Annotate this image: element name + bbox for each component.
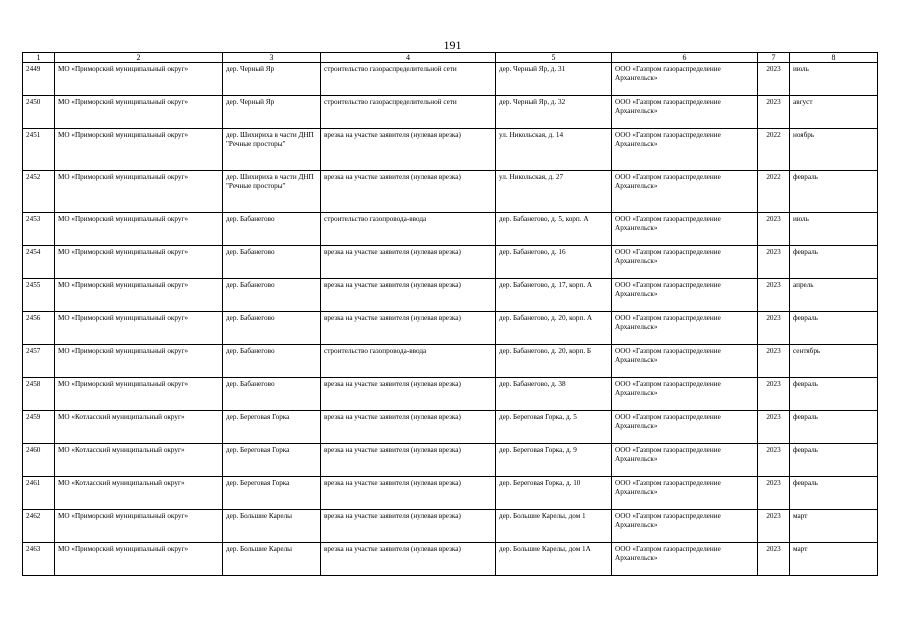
address-cell: дер. Бабанегово, д. 5, корп. А <box>496 213 612 246</box>
year-cell: 2023 <box>758 279 790 312</box>
row-number-cell: 2454 <box>23 246 55 279</box>
work-type-cell: врезка на участке заявителя (нулевая врезка) <box>321 543 496 576</box>
district-cell: МО «Приморский муниципальный округ» <box>55 96 223 129</box>
work-type-cell: врезка на участке заявителя (нулевая врезка) <box>321 411 496 444</box>
district-cell: МО «Приморский муниципальный округ» <box>55 246 223 279</box>
address-cell: ул. Никольская, д. 14 <box>496 129 612 171</box>
work-type-cell: врезка на участке заявителя (нулевая врезка) <box>321 129 496 171</box>
year-cell: 2023 <box>758 63 790 96</box>
settlement-cell: дер. Бабанегово <box>223 378 321 411</box>
work-type-cell: строительство газораспределительной сети <box>321 96 496 129</box>
year-cell: 2023 <box>758 213 790 246</box>
organization-cell: ООО «Газпром газораспределение Архангельск» <box>612 279 758 312</box>
address-cell: дер. Большие Карелы, дом 1А <box>496 543 612 576</box>
row-number-cell: 2451 <box>23 129 55 171</box>
work-type-cell: врезка на участке заявителя (нулевая врезка) <box>321 510 496 543</box>
header-row <box>23 53 878 63</box>
organization-cell: ООО «Газпром газораспределение Архангельск» <box>612 510 758 543</box>
address-cell: ул. Никольская, д. 27 <box>496 171 612 213</box>
row-number-cell: 2463 <box>23 543 55 576</box>
work-type-cell: врезка на участке заявителя (нулевая врезка) <box>321 171 496 213</box>
month-cell: ноябрь <box>790 129 878 171</box>
district-cell: МО «Приморский муниципальный округ» <box>55 543 223 576</box>
table-row <box>23 477 878 510</box>
row-number-cell: 2449 <box>23 63 55 96</box>
row-number-cell: 2450 <box>23 96 55 129</box>
work-type-cell: строительство газораспределительной сети <box>321 63 496 96</box>
row-number-cell: 2458 <box>23 378 55 411</box>
table-row <box>23 510 878 543</box>
district-cell: МО «Приморский муниципальный округ» <box>55 312 223 345</box>
row-number-cell: 2459 <box>23 411 55 444</box>
month-cell: февраль <box>790 171 878 213</box>
year-cell: 2023 <box>758 510 790 543</box>
row-number-cell: 2462 <box>23 510 55 543</box>
month-cell: февраль <box>790 411 878 444</box>
table-row <box>23 171 878 213</box>
settlement-cell: дер. Черный Яр <box>223 63 321 96</box>
organization-cell: ООО «Газпром газораспределение Архангельск» <box>612 345 758 378</box>
month-cell: июль <box>790 213 878 246</box>
address-cell: дер. Черный Яр, д. 32 <box>496 96 612 129</box>
settlement-cell: дер. Бабанегово <box>223 246 321 279</box>
row-number-cell: 2456 <box>23 312 55 345</box>
table-row <box>23 246 878 279</box>
year-cell: 2023 <box>758 378 790 411</box>
address-cell: дер. Бабанегово, д. 17, корп. А <box>496 279 612 312</box>
row-number-cell: 2460 <box>23 444 55 477</box>
row-number-cell: 2455 <box>23 279 55 312</box>
organization-cell: ООО «Газпром газораспределение Архангельск» <box>612 213 758 246</box>
table-row <box>23 378 878 411</box>
address-cell: дер. Бабанегово, д. 20, корп. А <box>496 312 612 345</box>
district-cell: МО «Приморский муниципальный округ» <box>55 213 223 246</box>
address-cell: дер. Бабанегово, д. 38 <box>496 378 612 411</box>
work-type-cell: врезка на участке заявителя (нулевая врезка) <box>321 378 496 411</box>
month-cell: февраль <box>790 477 878 510</box>
year-cell: 2023 <box>758 312 790 345</box>
month-cell: март <box>790 510 878 543</box>
row-number-cell: 2453 <box>23 213 55 246</box>
month-cell: февраль <box>790 246 878 279</box>
table-body <box>23 63 878 576</box>
year-cell: 2023 <box>758 543 790 576</box>
settlement-cell: дер. Бабанегово <box>223 345 321 378</box>
column-header: 3 <box>223 53 321 63</box>
year-cell: 2023 <box>758 477 790 510</box>
settlement-cell: дер. Большие Карелы <box>223 510 321 543</box>
district-cell: МО «Котласский муниципальный округ» <box>55 477 223 510</box>
year-cell: 2022 <box>758 129 790 171</box>
district-cell: МО «Котласский муниципальный округ» <box>55 411 223 444</box>
year-cell: 2022 <box>758 171 790 213</box>
year-cell: 2023 <box>758 96 790 129</box>
year-cell: 2023 <box>758 246 790 279</box>
organization-cell: ООО «Газпром газораспределение Архангельск» <box>612 129 758 171</box>
year-cell: 2023 <box>758 345 790 378</box>
month-cell: август <box>790 96 878 129</box>
month-cell: февраль <box>790 444 878 477</box>
organization-cell: ООО «Газпром газораспределение Архангельск» <box>612 411 758 444</box>
address-cell: дер. Береговая Горка, д. 10 <box>496 477 612 510</box>
table-row <box>23 63 878 96</box>
table-row <box>23 345 878 378</box>
settlement-cell: дер. Большие Карелы <box>223 543 321 576</box>
settlement-cell: дер. Шихириха в части ДНП "Речные просторы" <box>223 171 321 213</box>
organization-cell: ООО «Газпром газораспределение Архангельск» <box>612 63 758 96</box>
table-row <box>23 411 878 444</box>
district-cell: МО «Приморский муниципальный округ» <box>55 171 223 213</box>
organization-cell: ООО «Газпром газораспределение Архангельск» <box>612 312 758 345</box>
column-header: 1 <box>23 53 55 63</box>
settlement-cell: дер. Береговая Горка <box>223 444 321 477</box>
row-number-cell: 2461 <box>23 477 55 510</box>
work-type-cell: врезка на участке заявителя (нулевая врезка) <box>321 246 496 279</box>
column-header: 8 <box>790 53 878 63</box>
table-row <box>23 96 878 129</box>
work-type-cell: строительство газопровода-ввода <box>321 345 496 378</box>
column-header: 7 <box>758 53 790 63</box>
address-cell: дер. Бабанегово, д. 20, корп. Б <box>496 345 612 378</box>
settlement-cell: дер. Береговая Горка <box>223 477 321 510</box>
address-cell: дер. Черный Яр, д. 31 <box>496 63 612 96</box>
address-cell: дер. Большие Карелы, дом 1 <box>496 510 612 543</box>
organization-cell: ООО «Газпром газораспределение Архангельск» <box>612 171 758 213</box>
table-row <box>23 444 878 477</box>
district-cell: МО «Котласский муниципальный округ» <box>55 444 223 477</box>
settlement-cell: дер. Черный Яр <box>223 96 321 129</box>
month-cell: сентябрь <box>790 345 878 378</box>
year-cell: 2023 <box>758 444 790 477</box>
column-header: 6 <box>612 53 758 63</box>
organization-cell: ООО «Газпром газораспределение Архангельск» <box>612 378 758 411</box>
table-row <box>23 543 878 576</box>
organization-cell: ООО «Газпром газораспределение Архангельск» <box>612 543 758 576</box>
district-cell: МО «Приморский муниципальный округ» <box>55 510 223 543</box>
month-cell: февраль <box>790 312 878 345</box>
table-row <box>23 213 878 246</box>
work-type-cell: врезка на участке заявителя (нулевая врезка) <box>321 477 496 510</box>
address-cell: дер. Бабанегово, д. 16 <box>496 246 612 279</box>
month-cell: март <box>790 543 878 576</box>
column-header: 4 <box>321 53 496 63</box>
month-cell: апрель <box>790 279 878 312</box>
settlement-cell: дер. Береговая Горка <box>223 411 321 444</box>
district-cell: МО «Приморский муниципальный округ» <box>55 345 223 378</box>
column-header: 5 <box>496 53 612 63</box>
row-number-cell: 2457 <box>23 345 55 378</box>
table-row <box>23 279 878 312</box>
work-type-cell: врезка на участке заявителя (нулевая врезка) <box>321 279 496 312</box>
address-cell: дер. Береговая Горка, д. 9 <box>496 444 612 477</box>
district-cell: МО «Приморский муниципальный округ» <box>55 378 223 411</box>
year-cell: 2023 <box>758 411 790 444</box>
settlement-cell: дер. Шихириха в части ДНП "Речные просторы" <box>223 129 321 171</box>
district-cell: МО «Приморский муниципальный округ» <box>55 279 223 312</box>
organization-cell: ООО «Газпром газораспределение Архангельск» <box>612 96 758 129</box>
organization-cell: ООО «Газпром газораспределение Архангельск» <box>612 444 758 477</box>
settlement-cell: дер. Бабанегово <box>223 279 321 312</box>
data-table <box>22 52 878 576</box>
month-cell: июль <box>790 63 878 96</box>
month-cell: февраль <box>790 378 878 411</box>
table-row <box>23 312 878 345</box>
organization-cell: ООО «Газпром газораспределение Архангельск» <box>612 477 758 510</box>
organization-cell: ООО «Газпром газораспределение Архангельск» <box>612 246 758 279</box>
address-cell: дер. Береговая Горка, д. 5 <box>496 411 612 444</box>
page-number: 191 <box>443 38 462 52</box>
district-cell: МО «Приморский муниципальный округ» <box>55 129 223 171</box>
settlement-cell: дер. Бабанегово <box>223 312 321 345</box>
district-cell: МО «Приморский муниципальный округ» <box>55 63 223 96</box>
row-number-cell: 2452 <box>23 171 55 213</box>
work-type-cell: врезка на участке заявителя (нулевая врезка) <box>321 312 496 345</box>
settlement-cell: дер. Бабанегово <box>223 213 321 246</box>
column-header: 2 <box>55 53 223 63</box>
work-type-cell: врезка на участке заявителя (нулевая врезка) <box>321 444 496 477</box>
work-type-cell: строительство газопровода-ввода <box>321 213 496 246</box>
table-row <box>23 129 878 171</box>
